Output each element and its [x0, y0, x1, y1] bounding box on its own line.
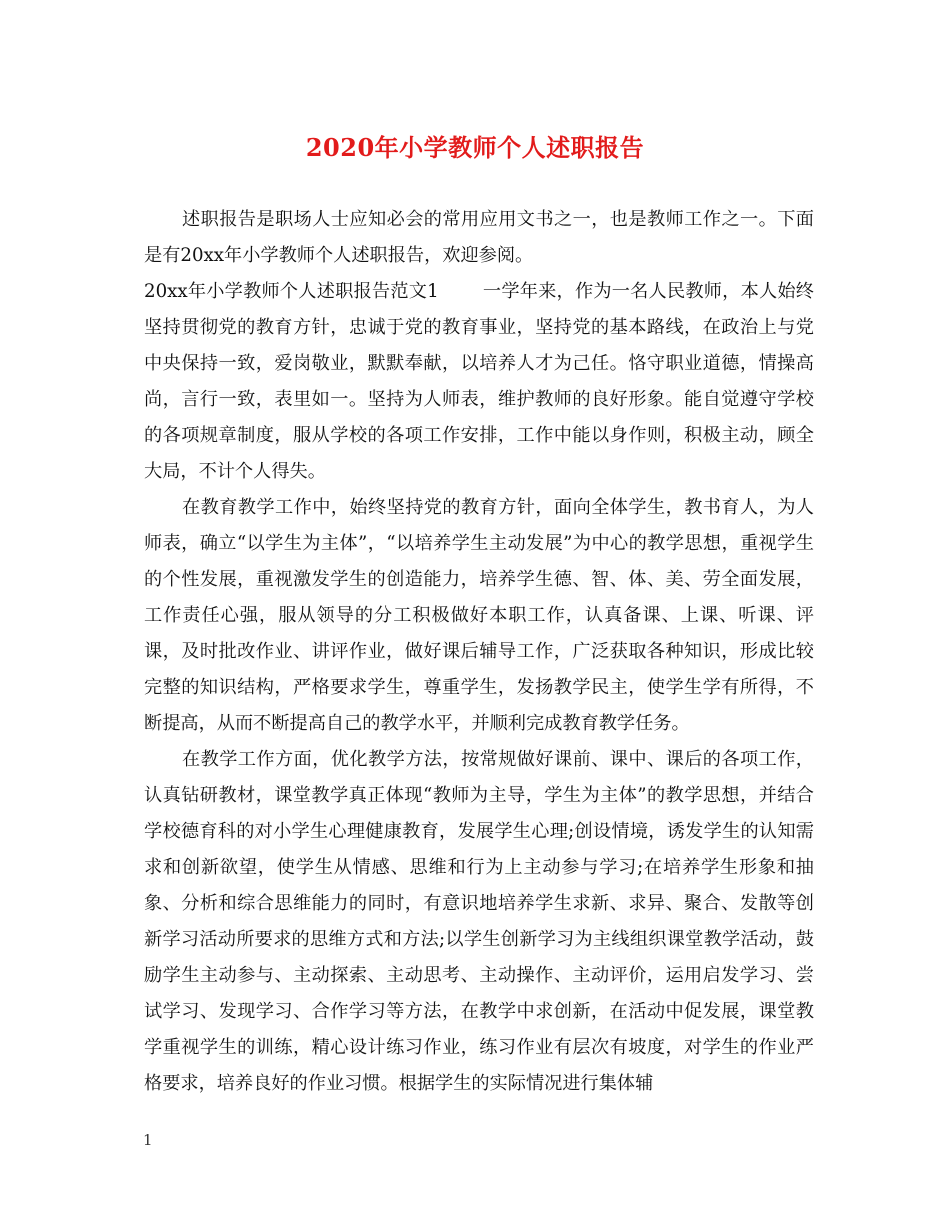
paragraph-3: 在教学工作方面，优化教学方法，按常规做好课前、课中、课后的各项工作，认真钻研教材，课堂教学真正体现“教师为主导，学生为主体”的教学思想，并结合学校德育科的对小学生心理健康教育，发展学生心理;创设情境，诱发学生的认知需求和创新欲望，使学生从情感、思维和行为上主动参与学习;在培养学生形象和抽象、分析和综合思维能力的同时，有意识地培养学生求新、求异、聚合、发散等创新学习活动所要求的思维方式和方法;以学生创新学习为主线组织课堂教学活动，鼓励学生主动参与、主动探索、主动思考、主动操作、主动评价，运用启发学习、尝试学习、发现学习、合作学习等方法，在教学中求创新，在活动中促发展，课堂教学重视学生的训练，精心设计练习作业，练习作业有层次有坡度，对学生的作业严格要求，培养良好的作业习惯。根据学生的实际情况进行集体辅 [144, 749, 814, 1094]
paragraph-1-text: 一学年来，作为一名人民教师，本人始终坚持贯彻党的教育方针，忠诚于党的教育事业，坚持党的基本路线，在政治上与党中央保持一致，爱岗敬业，默默奉献，以培养人才为己任。恪守职业道德，情操高尚，言行一致，表里如一。坚持为人师表，维护教师的良好形象。能自觉遵守学校的各项规章制度，服从学校的各项工作安排，工作中能以身作则，积极主动，顾全大局，不计个人得失。 [144, 281, 814, 482]
document-title: 2020年小学教师个人述职报告 [305, 133, 645, 162]
sample-heading: 20xx年小学教师个人述职报告范文1 [144, 281, 439, 302]
intro-paragraph: 述职报告是职场人士应知必会的常用应用文书之一，也是教师工作之一。下面是有20xx年小学教师个人述职报告，欢迎参阅。 [144, 209, 814, 266]
document-body [144, 202, 814, 1102]
paragraph-2: 在教育教学工作中，始终坚持党的教育方针，面向全体学生，教书育人，为人师表，确立“以学生为主体”，“以培养学生主动发展”为中心的教学思想，重视学生的个性发展，重视激发学生的创造能力，培养学生德、智、体、美、劳全面发展，工作责任心强，服从领导的分工积极做好本职工作，认真备课、上课、听课、评课，及时批改作业、讲评作业，做好课后辅导工作，广泛获取各种知识，形成比较完整的知识结构，严格要求学生，尊重学生，发扬教学民主，使学生学有所得，不断提高，从而不断提高自己的教学水平，并顺利完成教育教学任务。 [144, 497, 814, 734]
page-number: 1 [143, 1131, 153, 1149]
sample-paragraph-1 [144, 274, 814, 490]
